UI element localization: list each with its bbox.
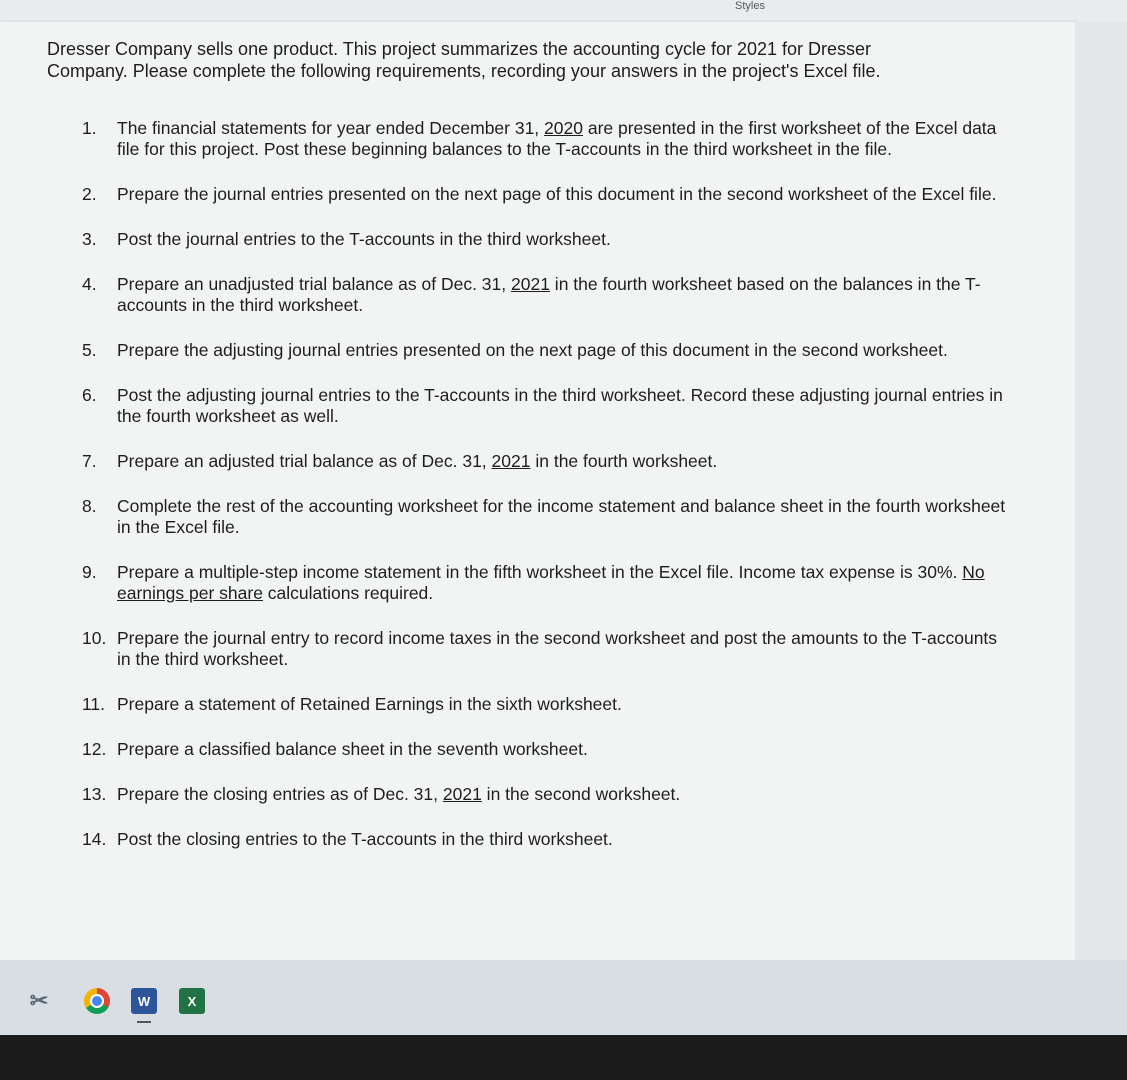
- word-icon[interactable]: W: [131, 988, 157, 1014]
- requirement-number: 7.: [82, 451, 97, 471]
- requirement-number: 3.: [82, 229, 97, 249]
- requirement-text: Complete the rest of the accounting worksheet for the income statement and balance sheet in the fourth worksheet in the Excel file.: [117, 496, 1006, 537]
- requirement-text: Post the journal entries to the T-accounts in the third worksheet.: [117, 229, 611, 249]
- document-page[interactable]: [0, 22, 1075, 960]
- requirement-text-continued: calculations required.: [262, 583, 434, 603]
- requirement-text: Prepare the closing entries as of Dec. 31,: [117, 784, 443, 804]
- intro-paragraph: [47, 38, 1007, 82]
- requirement-number: 13.: [82, 784, 107, 804]
- requirement-number: 4.: [82, 274, 97, 294]
- requirement-underlined-text: No earnings per share: [117, 562, 985, 603]
- requirement-item: [82, 496, 1007, 538]
- snipping-tool-icon[interactable]: ✂: [29, 988, 49, 1013]
- word-active-indicator: [137, 1021, 151, 1023]
- requirement-item: [82, 184, 1007, 205]
- requirement-item: [82, 829, 1007, 850]
- requirement-item: [82, 229, 1007, 250]
- taskbar: [0, 960, 1127, 1035]
- requirement-item: [82, 340, 1007, 361]
- requirement-underlined-text: 2020: [544, 118, 583, 138]
- requirement-text-continued: are presented in the first worksheet of the Excel data file for this project. Post these beginning balances to the T-accounts in the third worksheet in the file.: [117, 118, 997, 159]
- requirement-text: Prepare a statement of Retained Earnings in the sixth worksheet.: [117, 694, 622, 714]
- monitor-bezel: [0, 1035, 1127, 1080]
- requirement-number: 12.: [82, 739, 107, 759]
- requirement-text: The financial statements for year ended December 31,: [117, 118, 545, 138]
- styles-group-label[interactable]: Styles: [735, 0, 765, 12]
- requirement-number: 10.: [82, 628, 107, 648]
- intro-line-1: Dresser Company sells one product. This project summarizes the accounting cycle for 2021 for Dresser: [47, 39, 872, 59]
- document-right-gutter: [1075, 22, 1127, 962]
- requirement-item: [82, 628, 1007, 670]
- requirement-item: [82, 451, 1007, 472]
- intro-line-2: Company. Please complete the following requirements, recording your answers in the project's Excel file.: [47, 61, 881, 81]
- requirement-text: Prepare an adjusted trial balance as of Dec. 31,: [117, 451, 492, 471]
- requirement-text-continued: in the fourth worksheet.: [530, 451, 718, 471]
- requirement-item: [82, 694, 1007, 715]
- requirement-text: Prepare a multiple-step income statement in the fifth worksheet in the Excel file. Income tax expense is 30%.: [117, 562, 963, 582]
- requirement-text: Prepare the journal entry to record income taxes in the second worksheet and post the amounts to the T-accounts in the third worksheet.: [117, 628, 998, 669]
- requirement-number: 2.: [82, 184, 97, 204]
- requirement-text: Prepare the journal entries presented on the next page of this document in the second worksheet of the Excel file.: [117, 184, 997, 204]
- requirement-item: [82, 739, 1007, 760]
- requirement-text-continued: in the fourth worksheet based on the balances in the T-accounts in the third worksheet.: [117, 274, 981, 315]
- requirement-text: Prepare a classified balance sheet in the seventh worksheet.: [117, 739, 588, 759]
- requirement-number: 8.: [82, 496, 97, 516]
- requirement-text-continued: in the second worksheet.: [481, 784, 681, 804]
- requirement-item: [82, 118, 1007, 160]
- requirement-number: 14.: [82, 829, 107, 849]
- requirement-number: 9.: [82, 562, 97, 582]
- requirements-list: [82, 118, 1007, 874]
- requirement-number: 6.: [82, 385, 97, 405]
- requirement-item: [82, 784, 1007, 805]
- excel-icon[interactable]: X: [179, 988, 205, 1014]
- requirement-underlined-text: 2021: [442, 784, 482, 804]
- requirement-text: Prepare the adjusting journal entries presented on the next page of this document in the second worksheet.: [117, 340, 948, 360]
- requirement-item: [82, 562, 1007, 604]
- requirement-item: [82, 274, 1007, 316]
- requirement-number: 1.: [82, 118, 97, 138]
- requirement-item: [82, 385, 1007, 427]
- requirement-text: Post the adjusting journal entries to the T-accounts in the third worksheet. Record these adjusting journal entries in the fourth worksheet as well.: [117, 385, 1003, 426]
- requirement-text: Post the closing entries to the T-accounts in the third worksheet.: [117, 829, 613, 849]
- ribbon-strip: [0, 0, 1127, 23]
- requirement-text: Prepare an unadjusted trial balance as of Dec. 31,: [117, 274, 511, 294]
- requirement-number: 5.: [82, 340, 97, 360]
- requirement-underlined-text: 2021: [511, 274, 550, 294]
- requirement-underlined-text: 2021: [491, 451, 531, 471]
- requirement-number: 11.: [82, 694, 106, 714]
- chrome-icon[interactable]: [84, 988, 110, 1014]
